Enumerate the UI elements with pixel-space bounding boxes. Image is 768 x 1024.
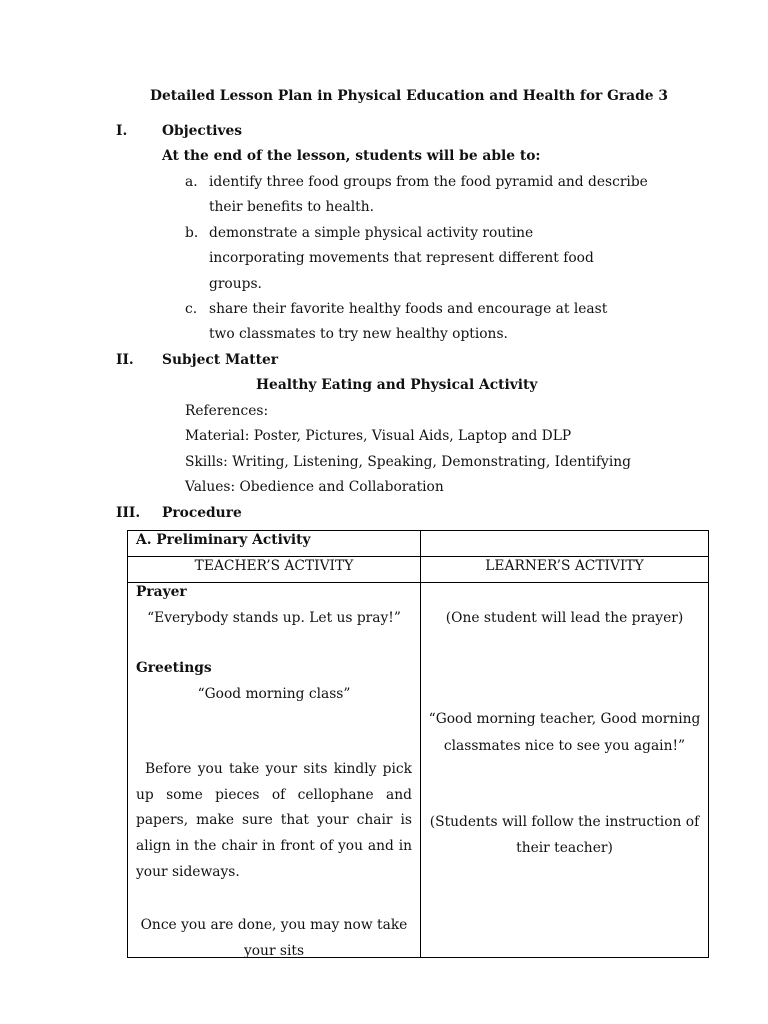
objective-c-letter: c. [185,301,198,317]
objective-b-line1: demonstrate a simple physical activity routine [209,225,534,241]
procedure-table [127,530,709,958]
prayer-learner-text: (One student will lead the prayer) [445,610,684,626]
instruction-learner-line2: their teacher) [516,840,613,856]
greetings-learner-line2: classmates nice to see you again!” [443,738,686,754]
objective-b-letter: b. [185,225,199,241]
materials-line: Material: Poster, Pictures, Visual Aids, Laptop and DLP [185,428,572,444]
learner-activity-header: LEARNER’S ACTIVITY [485,558,644,574]
instruction-teacher-text: Before you take your sits kindly pick up some pieces of cellophane and papers, make sure that your chair is align in the chair in front of you and in your sideways. [136,761,412,880]
procedure-heading: Procedure [162,505,242,521]
objective-a-line1: identify three food groups from the food pyramid and describe [209,174,648,190]
table-row-divider [128,582,708,583]
values-line: Values: Obedience and Collaboration [185,479,444,495]
done-teacher-line2: your sits [243,943,305,959]
prayer-label: Prayer [136,584,187,600]
objective-c-line2: two classmates to try new healthy options. [209,326,508,342]
objectives-intro: At the end of the lesson, students will be able to: [162,148,541,164]
objective-a-line2: their benefits to health. [209,199,374,215]
objective-b-line2: incorporating movements that represent different food [209,250,594,266]
objectives-heading: Objectives [162,123,243,139]
greetings-teacher-text: “Good morning class” [197,686,351,702]
prayer-teacher-text: “Everybody stands up. Let us pray!” [147,610,401,626]
objective-c-line1: share their favorite healthy foods and encourage at least [209,301,608,317]
procedure-numeral: III. [116,505,141,521]
preliminary-activity-label: A. Preliminary Activity [136,532,311,548]
subject-matter-numeral: II. [116,352,134,368]
skills-line: Skills: Writing, Listening, Speaking, Demonstrating, Identifying [185,454,631,470]
greetings-label: Greetings [136,660,212,676]
teacher-activity-header: TEACHER’S ACTIVITY [194,558,354,574]
objectives-numeral: I. [116,123,128,139]
document-title: Detailed Lesson Plan in Physical Education and Health for Grade 3 [150,88,668,104]
subject-topic: Healthy Eating and Physical Activity [256,377,538,393]
greetings-learner-line1: “Good morning teacher, Good morning [428,711,701,727]
objective-b-line3: groups. [209,276,262,292]
done-teacher-line1: Once you are done, you may now take [140,917,408,933]
objective-a-letter: a. [185,174,198,190]
instruction-learner-line1: (Students will follow the instruction of [429,814,700,830]
references-label: References: [185,403,269,419]
subject-matter-heading: Subject Matter [162,352,278,368]
